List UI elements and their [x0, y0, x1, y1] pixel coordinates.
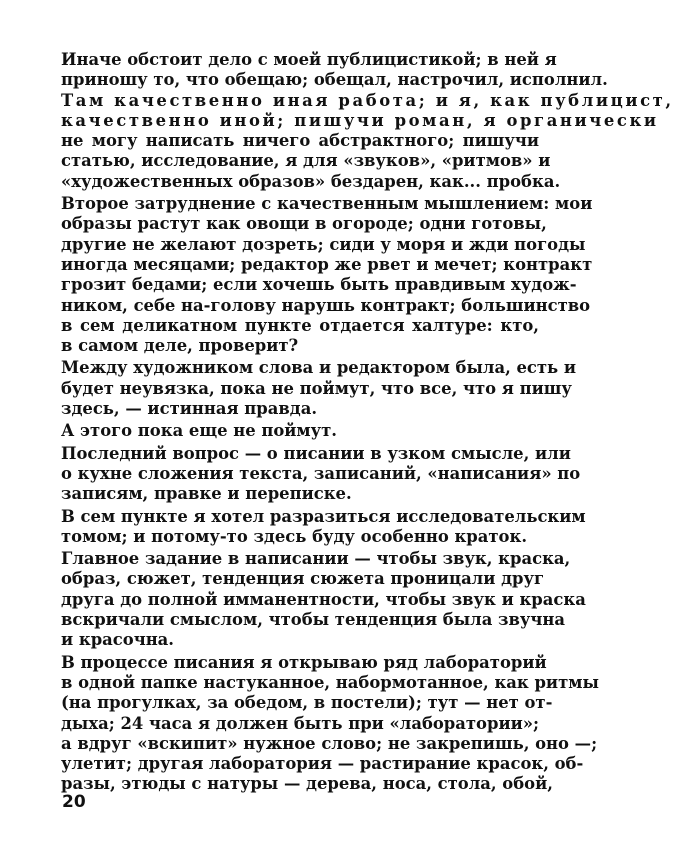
paragraph-6: [61, 506, 586, 548]
body-text: [61, 50, 674, 797]
text-line: томом; и потому-то здесь буду особенно краток.: [61, 526, 528, 546]
paragraph-4: [61, 421, 539, 441]
paragraph-5: [61, 443, 581, 505]
text-line: «художественных образов» бездарен, как... пробка.: [61, 171, 561, 191]
text-line: качественно иной; пишучи роман, я органически: [61, 110, 659, 130]
text-line: в самом деле, проверит?: [61, 336, 299, 356]
text-line: будет неувязка, пока не поймут, что все, что я пишу: [61, 378, 572, 398]
text-line: в сем деликатном пункте отдается халтуре: кто,: [61, 315, 539, 335]
text-line: (на прогулках, за обедом, в постели); тут — нет от-: [61, 693, 553, 713]
text-line: статью, исследование, я для «звуков», «ритмов» и: [61, 151, 551, 171]
text-line: в одной папке настуканное, набормотанное, как ритмы: [61, 672, 599, 692]
text-line: А этого пока еще не поймут.: [61, 421, 338, 441]
text-line: Второе затруднение с качественным мышлением: мои: [61, 194, 593, 214]
text-line: Главное задание в написании — чтобы звук, краска,: [61, 549, 571, 569]
text-line: Между художником слова и редактором была, есть и: [61, 358, 577, 378]
text-line: В процессе писания я открываю ряд лабораторий: [61, 652, 547, 672]
text-line: ником, себе на-голову нарушь контракт; большинство: [61, 295, 591, 315]
text-line: не могу написать ничего абстрактного; пишучи: [61, 131, 539, 151]
text-line: и красочна.: [61, 630, 175, 650]
paragraph-2: [61, 194, 593, 356]
text-line: записям, правке и переписке.: [61, 484, 352, 504]
text-line: о кухне сложения текста, записаний, «написания» по: [61, 463, 581, 483]
paragraph-3: [61, 358, 577, 419]
text-line: иногда месяцами; редактор же рвет и мечет; контракт: [61, 254, 593, 274]
text-line: друга до полной имманентности, чтобы звук и краска: [61, 589, 586, 609]
text-line: улетит; другая лаборатория — растирание красок, об-: [61, 754, 584, 774]
text-line: Последний вопрос — о писании в узком смысле, или: [61, 443, 571, 463]
page-number: 20: [62, 792, 86, 812]
text-line: другие не желают дозреть; сиди у моря и жди погоды: [61, 234, 586, 254]
paragraph-7: [61, 549, 586, 650]
text-line: В сем пункте я хотел разразиться исследовательским: [61, 506, 586, 526]
text-line: а вдруг «вскипит» нужное слово; не закрепишь, оно —;: [61, 733, 598, 753]
paragraph-8: [61, 652, 599, 795]
text-line: грозит бедами; если хочешь быть правдивым худож-: [61, 275, 577, 295]
text-line: образ, сюжет, тенденция сюжета проницали друг: [61, 569, 545, 589]
text-line: Иначе обстоит дело с моей публицистикой; в ней я: [61, 50, 557, 69]
text-line: образы растут как овощи в огороде; одни готовы,: [61, 214, 547, 234]
text-line: вскричали смыслом, чтобы тенденция была звучна: [61, 610, 565, 630]
text-line: дыха; 24 часа я должен быть при «лаборатории»;: [61, 713, 540, 733]
text-line: разы, этюды с натуры — дерева, носа, стола, обой,: [61, 774, 553, 794]
text-line: здесь, — истинная правда.: [61, 399, 318, 419]
text-line: Там качественно иная работа; и я, как публицист,: [61, 90, 674, 110]
text-line: приношу то, что обещаю; обещал, настрочил, исполнил.: [61, 70, 608, 90]
paragraph-1: [61, 50, 674, 192]
